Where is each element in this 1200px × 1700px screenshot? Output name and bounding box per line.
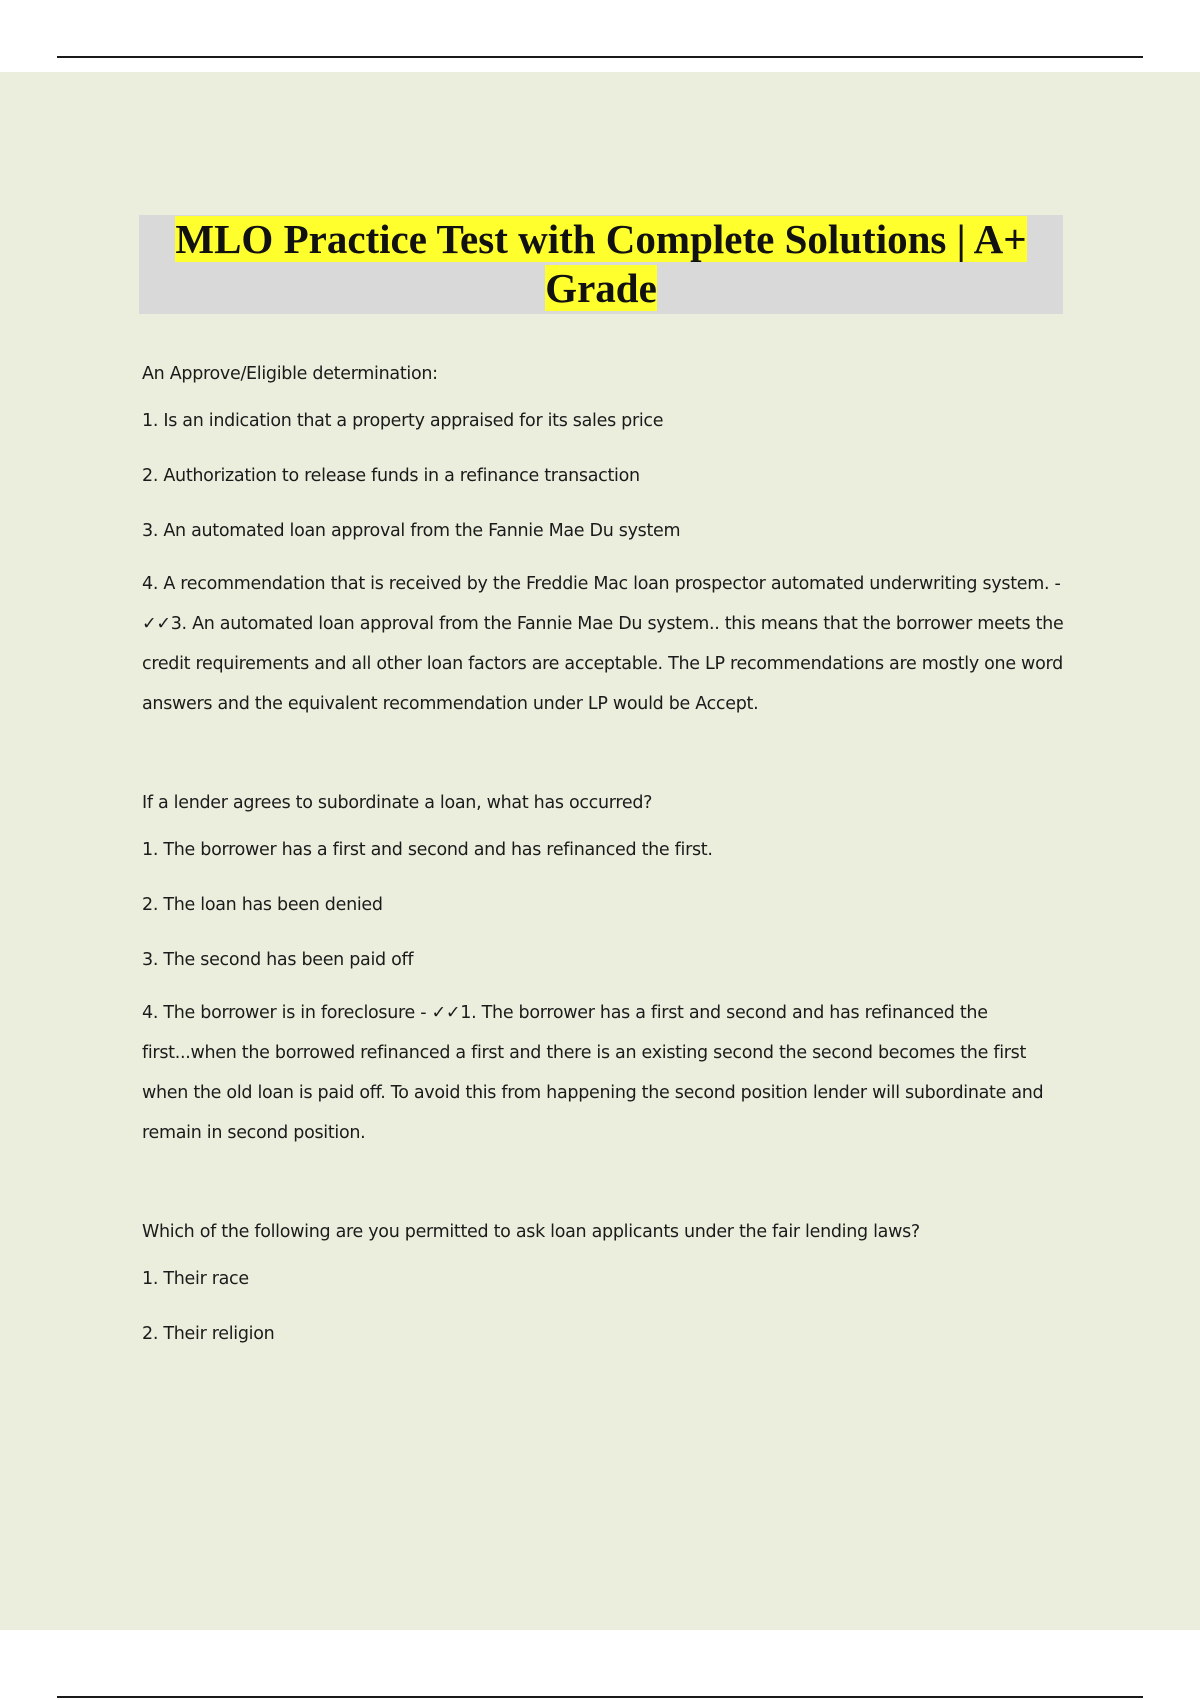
- question-option: 2. Authorization to release funds in a refinance transaction: [142, 466, 640, 486]
- footer-rule: [57, 1696, 1143, 1698]
- question-block-3: [142, 1220, 1072, 1346]
- question-block-2: [142, 791, 1072, 1153]
- question-option: 1. Their race: [142, 1269, 249, 1289]
- question-prompt: If a lender agrees to subordinate a loan, what has occurred?: [142, 793, 653, 813]
- question-option: 2. The loan has been denied: [142, 895, 383, 915]
- question-option: 3. The second has been paid off: [142, 950, 414, 970]
- document-title: [139, 215, 1063, 314]
- question-option: 1. Is an indication that a property appraised for its sales price: [142, 411, 664, 431]
- title-line-1: MLO Practice Test with Complete Solutions | A+: [175, 216, 1027, 262]
- document-page: [0, 72, 1200, 1630]
- option-with-answer: 4. The borrower is in foreclosure - ✓✓1. The borrower has a first and second and has refinanced the first...when the borrowed refinanced a first and there is an existing second the second becomes the first when the old loan is paid off. To avoid this from happening the second position lender will subordinate and remain in second position.: [142, 1003, 1044, 1143]
- title-line-2: Grade: [545, 265, 657, 311]
- document-body: [142, 362, 1072, 1413]
- question-option: 3. An automated loan approval from the Fannie Mae Du system: [142, 521, 681, 541]
- question-block-1: [142, 362, 1072, 724]
- question-option: 2. Their religion: [142, 1324, 275, 1344]
- question-option: 1. The borrower has a first and second and has refinanced the first.: [142, 840, 713, 860]
- question-prompt: An Approve/Eligible determination:: [142, 364, 438, 384]
- option-with-answer: 4. A recommendation that is received by the Freddie Mac loan prospector automated underwriting system. - ✓✓3. An automated loan approval from the Fannie Mae Du system.. this means that the borrower meets the credit requirements and all other loan factors are acceptable. The LP recommendations are mostly one word answers and the equivalent recommendation under LP would be Accept.: [142, 574, 1064, 714]
- header-rule: [57, 56, 1143, 58]
- question-prompt: Which of the following are you permitted to ask loan applicants under the fair lending laws?: [142, 1222, 920, 1242]
